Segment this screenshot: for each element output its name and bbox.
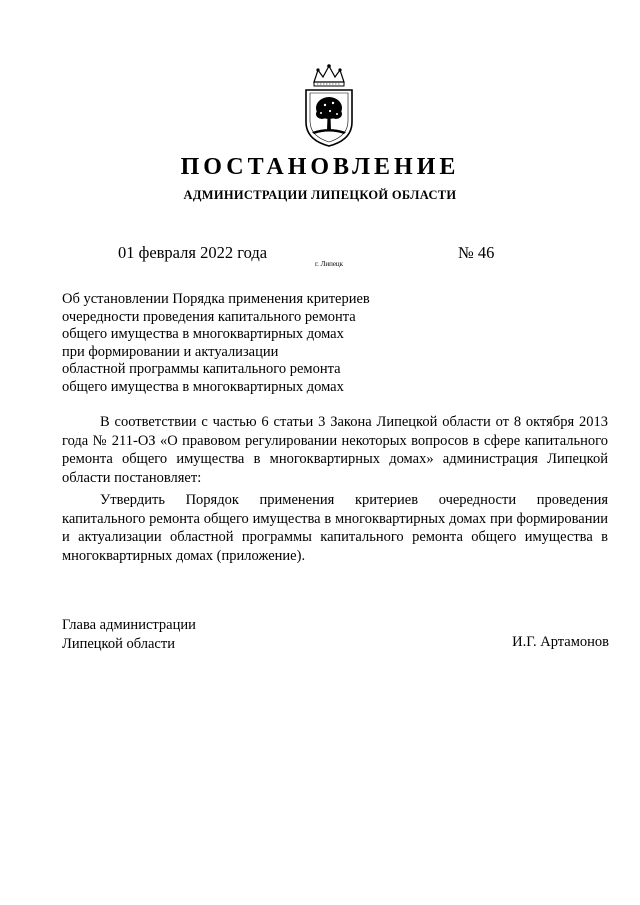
lipetsk-coat-of-arms-icon — [300, 62, 358, 148]
document-subtitle: АДМИНИСТРАЦИИ ЛИПЕЦКОЙ ОБЛАСТИ — [183, 188, 457, 202]
body-paragraph-resolution: Утвердить Порядок применения критериев очередности проведения капитального ремонта общего имущества в многоквартирных домах при формировании и актуализации областной программы капитального ремонта общего имущества в многоквартирных домах (приложение). — [62, 492, 608, 564]
document-date: 01 февраля 2022 года — [118, 243, 268, 262]
subject-line: общего имущества в многоквартирных домах — [62, 378, 344, 395]
subject-line: областной программы капитального ремонта — [62, 361, 341, 377]
document-number: № 46 — [458, 243, 495, 262]
subject-line: Об установлении Порядка применения критериев — [62, 291, 370, 307]
subject-line: общего имущества в многоквартирных домах — [62, 326, 344, 342]
signatory-position — [62, 616, 196, 653]
signatory-name: И.Г. Артамонов — [512, 634, 609, 650]
body-paragraph-preamble: В соответствии с частью 6 статьи 3 Закона Липецкой области от 8 октября 2013 года № 211-ОЗ «О правовом регулировании некоторых вопросов в сфере капитального ремонта общего имущества в многоквартирных домах» администрация Липецкой области постановляет: — [62, 414, 608, 486]
subject-line: очередности проведения капитального ремонта — [62, 308, 356, 325]
document-title: ПОСТАНОВЛЕНИЕ — [180, 154, 460, 180]
document-subject — [62, 291, 402, 396]
signatory-position-line: Липецкой области — [62, 635, 175, 652]
signatory-position-line: Глава администрации — [62, 617, 196, 633]
subject-line: при формировании и актуализации — [62, 343, 279, 360]
document-city: г. Липецк — [315, 260, 344, 268]
